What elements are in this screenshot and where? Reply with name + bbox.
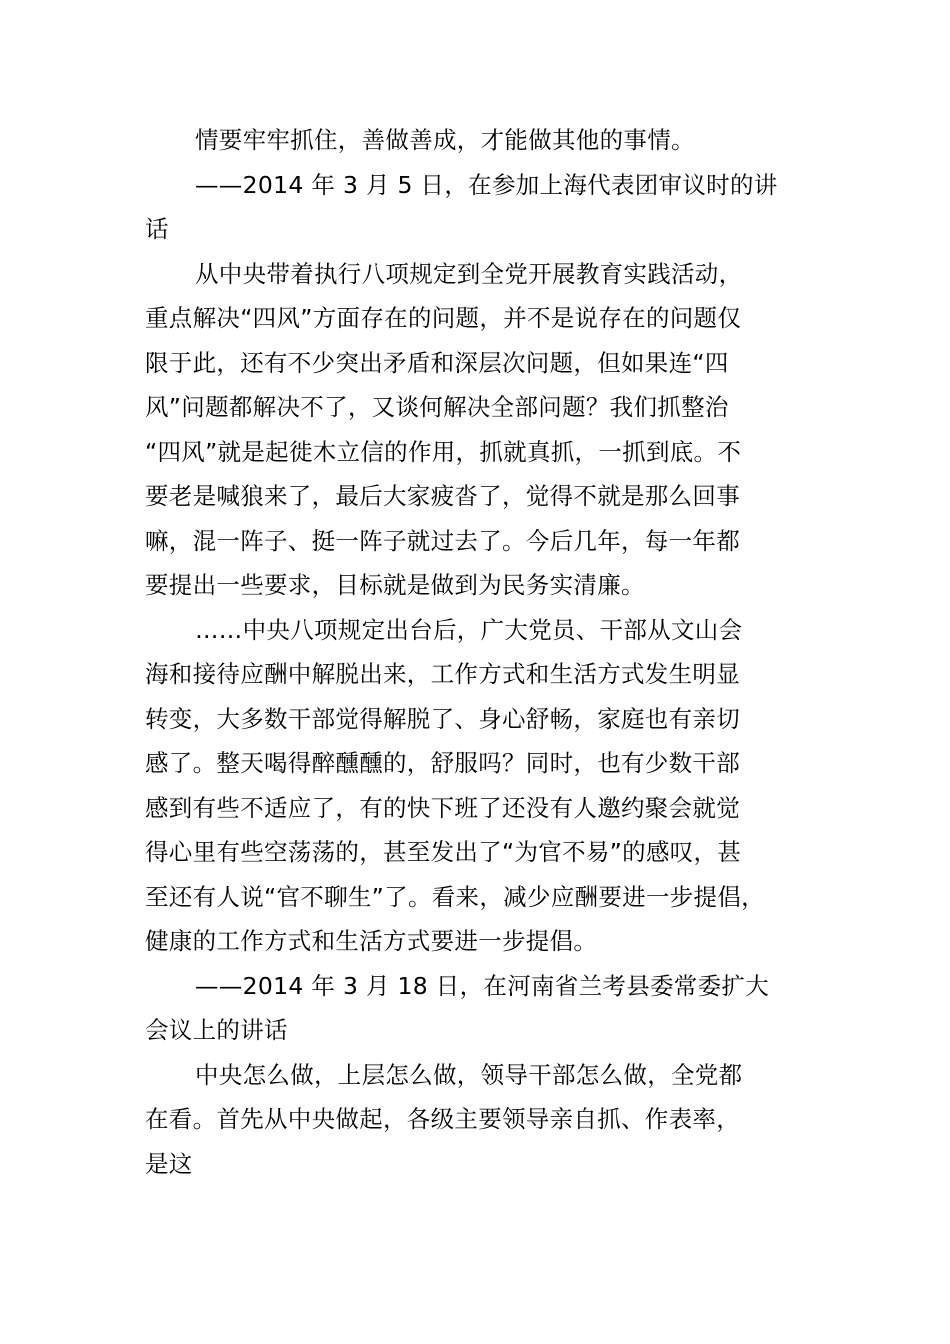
text-line: 是这 [145, 1149, 193, 1178]
text-line: 得心里有些空荡荡的，甚至发出了“为官不易”的感叹，甚 [145, 838, 742, 866]
text-line: ——2014 年 3 月 18 日，在河南省兰考县委常委扩大 [195, 971, 770, 1000]
text-line: 情要牢牢抓住，善做善成，才能做其他的事情。 [195, 126, 695, 154]
text-line: 中央怎么做，上层怎么做，领导干部怎么做，全党都 [195, 1060, 743, 1089]
text-line: 要提出一些要求，目标就是做到为民务实清廉。 [145, 571, 645, 599]
document-body [145, 118, 835, 1186]
text-line: 限于此，还有不少突出矛盾和深层次问题，但如果连“四 [145, 348, 729, 377]
text-line: ——2014 年 3 月 5 日，在参加上海代表团审议时的讲 [195, 170, 778, 199]
text-line: 要老是喊狼来了，最后大家疲沓了，觉得不就是那么回事 [145, 482, 740, 510]
text-line: 从中央带着执行八项规定到全党开展教育实践活动， [195, 259, 743, 288]
text-line: 风”问题都解决不了，又谈何解决全部问题？我们抓整治 [145, 393, 729, 421]
text-line: 至还有人说“官不聊生”了。看来，减少应酬要进一步提倡， [145, 882, 765, 911]
text-line: 海和接待应酬中解脱出来，工作方式和生活方式发生明显 [145, 660, 740, 688]
text-line: 感到有些不适应了，有的快下班了还没有人邀约聚会就觉 [145, 793, 740, 822]
text-line: 转变，大多数干部觉得解脱了、身心舒畅，家庭也有亲切 [145, 704, 740, 733]
text-line: 重点解决“四风”方面存在的问题，并不是说存在的问题仅 [145, 304, 742, 332]
text-line: 嘛，混一阵子、挺一阵子就过去了。今后几年，每一年都 [145, 526, 740, 555]
text-line: 在看。首先从中央做起，各级主要领导亲自抓、作表率， [145, 1105, 740, 1133]
text-line: 会议上的讲话 [145, 1016, 288, 1044]
text-line: 感了。整天喝得醉醺醺的，舒服吗？同时，也有少数干部 [145, 749, 740, 777]
text-line: 话 [145, 215, 169, 243]
text-line: “四风”就是起徙木立信的作用，抓就真抓，一抓到底。不 [145, 437, 742, 466]
text-line: 健康的工作方式和生活方式要进一步提倡。 [145, 927, 598, 955]
text-line: ……中央八项规定出台后，广大党员、干部从文山会 [195, 615, 743, 644]
